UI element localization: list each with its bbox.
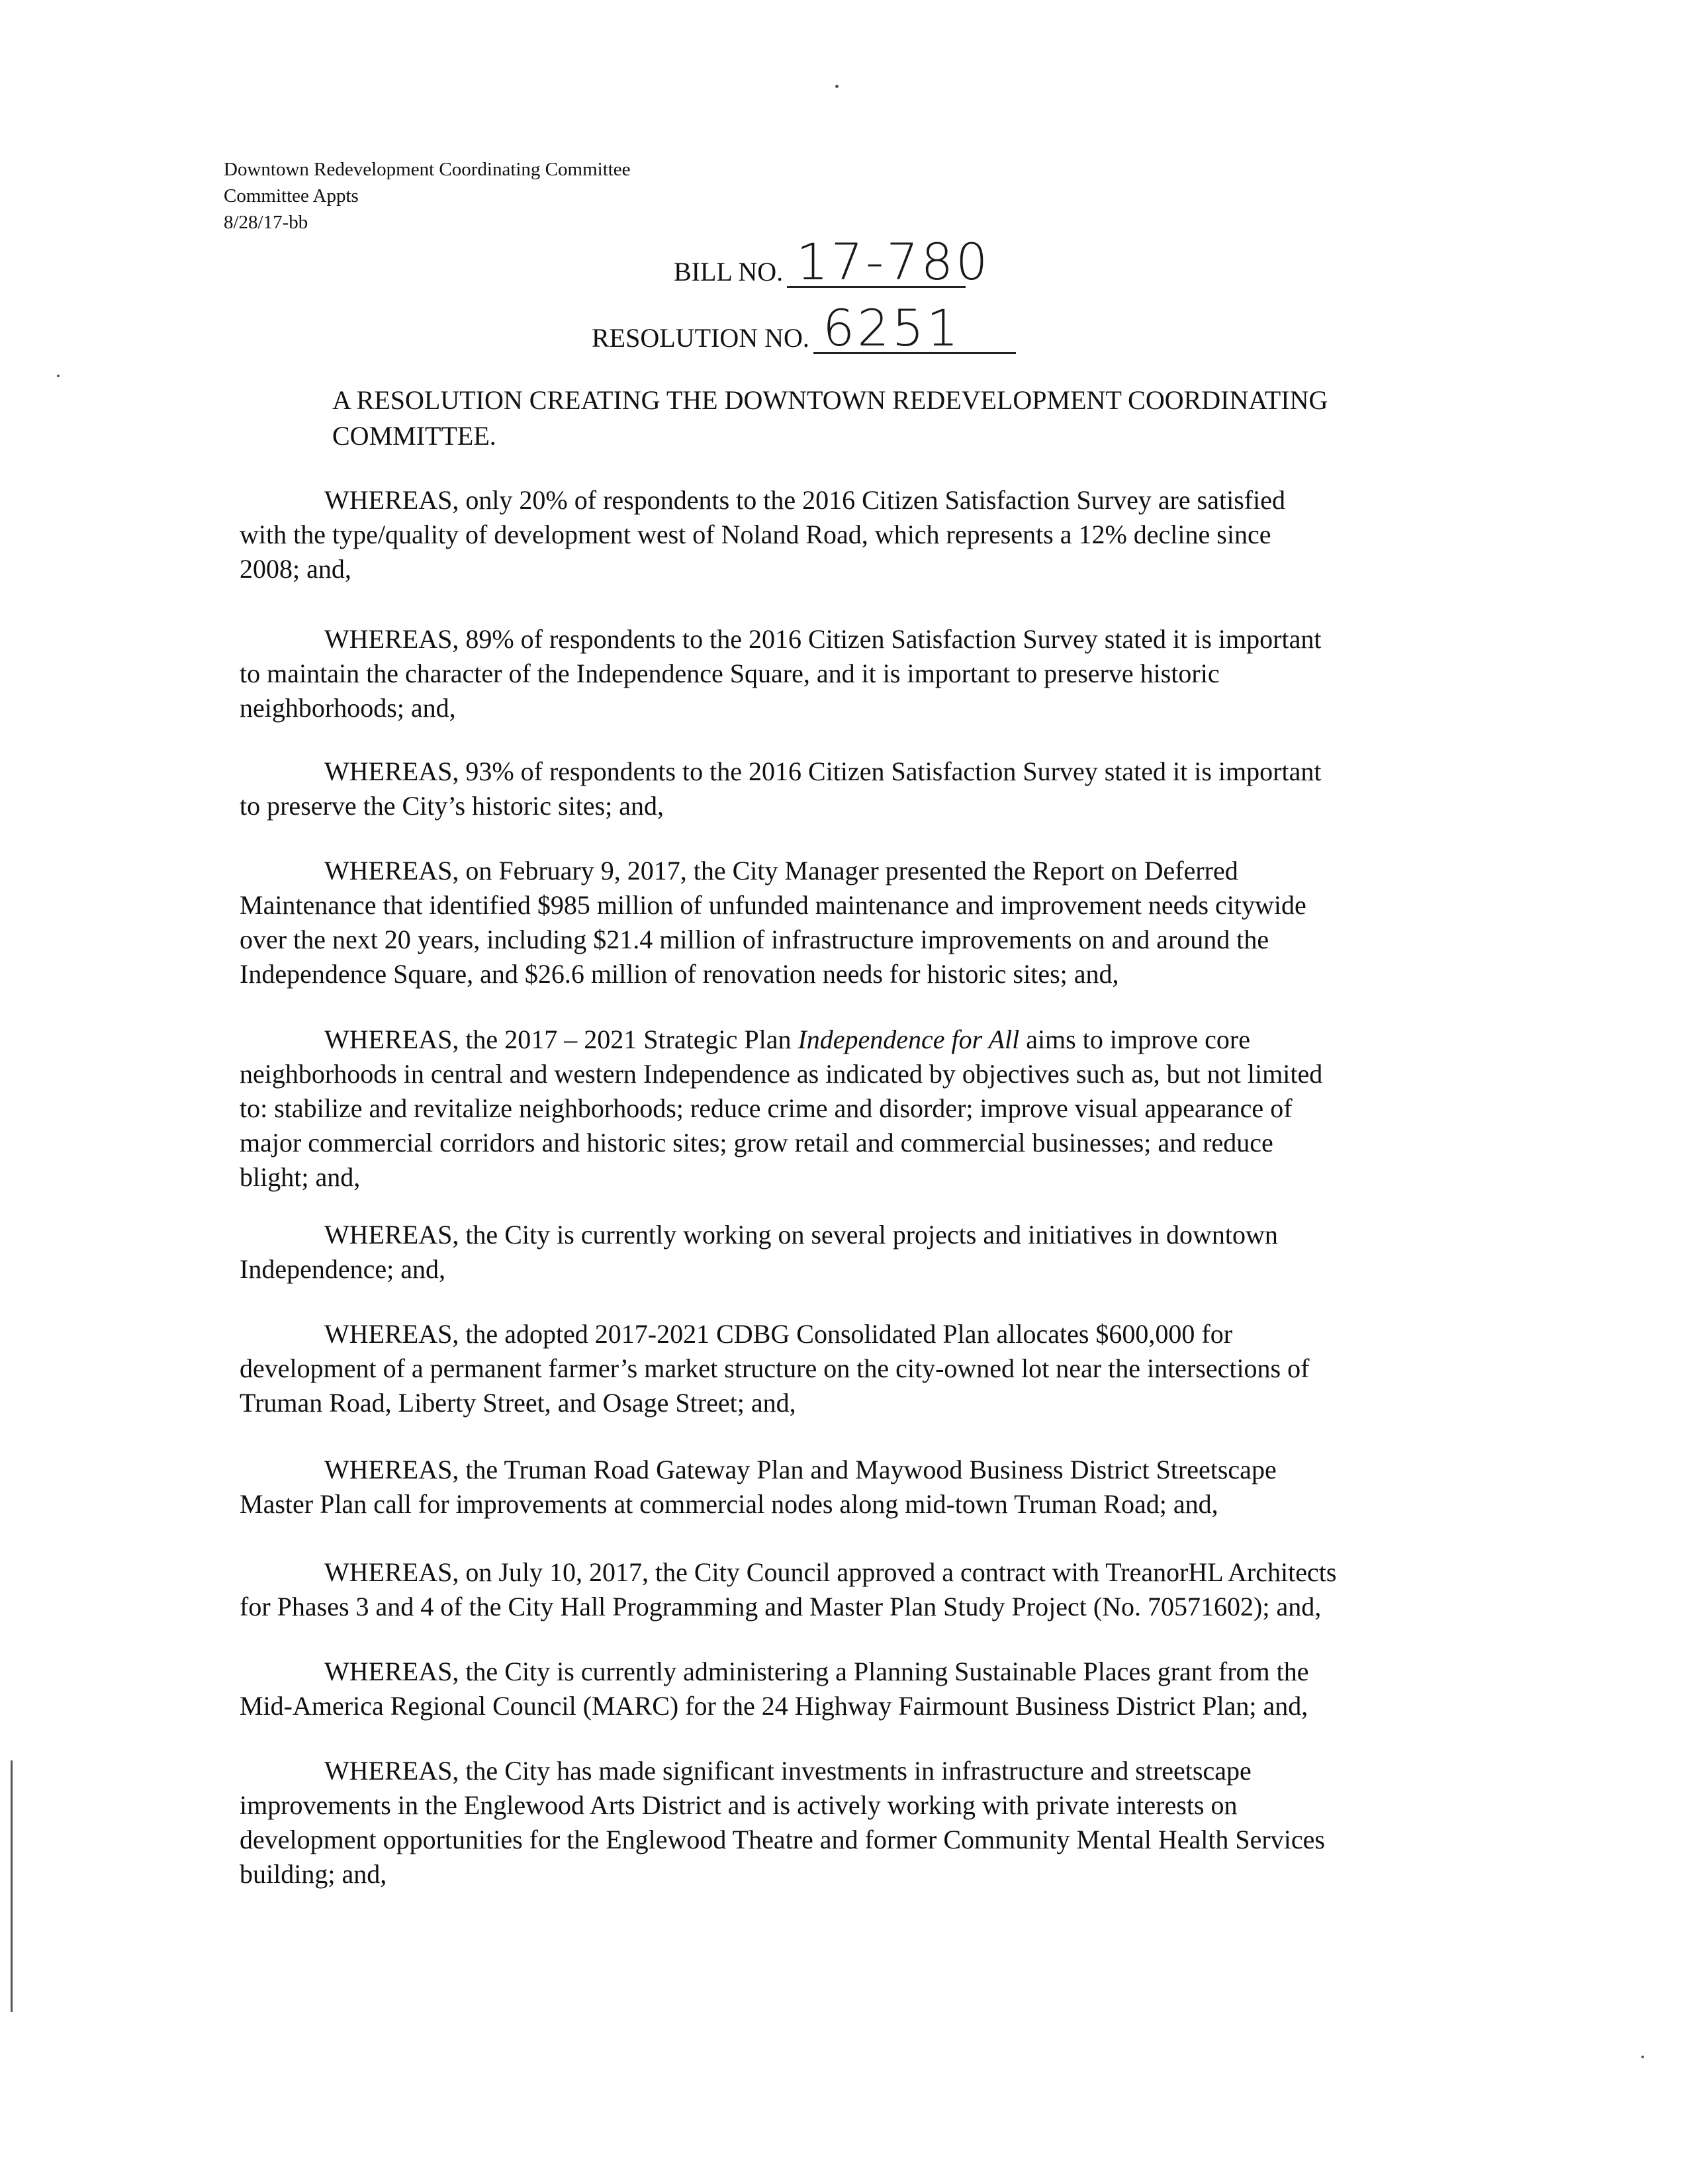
whereas-line: to maintain the character of the Independence Square, and it is important to preserve historic — [240, 659, 1220, 688]
whereas-line: Independence Square, and $26.6 million of renovation needs for historic sites; and, — [240, 959, 1119, 989]
document-header — [224, 156, 631, 236]
whereas-clause — [240, 1453, 1451, 1522]
whereas-line: WHEREAS, the 2017 – 2021 Strategic Plan Independence for All aims to improve core — [324, 1024, 1250, 1054]
whereas-line: WHEREAS, only 20% of respondents to the 2016 Citizen Satisfaction Survey are satisfied — [324, 485, 1285, 515]
whereas-clause — [240, 1655, 1451, 1723]
whereas-line: blight; and, — [240, 1162, 361, 1192]
whereas-clause — [240, 1023, 1451, 1195]
bill-number-line — [674, 232, 991, 291]
subject-line: Committee Appts — [224, 185, 359, 206]
whereas-clause — [240, 1555, 1451, 1624]
title-line-2: COMMITTEE. — [332, 421, 496, 451]
whereas-line: Mid-America Regional Council (MARC) for the 24 Highway Fairmount Business District Plan; and, — [240, 1691, 1308, 1721]
whereas-clause — [240, 854, 1451, 991]
bill-label: BILL NO. — [674, 257, 784, 287]
whereas-line: Truman Road, Liberty Street, and Osage Street; and, — [240, 1388, 796, 1418]
whereas-line: for Phases 3 and 4 of the City Hall Programming and Master Plan Study Project (No. 70571602); and, — [240, 1592, 1322, 1621]
whereas-line: neighborhoods in central and western Independence as indicated by objectives such as, but not limited — [240, 1059, 1323, 1089]
whereas-line: Maintenance that identified $985 million of unfunded maintenance and improvement needs citywide — [240, 890, 1306, 920]
whereas-line: with the type/quality of development west of Noland Road, which represents a 12% decline since — [240, 520, 1271, 549]
whereas-line: to preserve the City’s historic sites; and, — [240, 791, 664, 821]
scan-speck — [1641, 2056, 1644, 2058]
scan-margin-mark — [11, 1760, 13, 2012]
date-initials: 8/28/17-bb — [224, 212, 308, 233]
resolution-number-line — [592, 298, 1016, 357]
whereas-line: WHEREAS, 89% of respondents to the 2016 Citizen Satisfaction Survey stated it is important — [324, 624, 1322, 654]
whereas-line: Master Plan call for improvements at commercial nodes along mid-town Truman Road; and, — [240, 1489, 1218, 1519]
scan-speck — [835, 85, 839, 88]
whereas-line: Independence; and, — [240, 1254, 445, 1284]
title-line-1: A RESOLUTION CREATING THE DOWNTOWN REDEVELOPMENT COORDINATING — [332, 385, 1328, 415]
whereas-clause — [240, 622, 1451, 725]
whereas-line: building; and, — [240, 1859, 387, 1889]
whereas-line: WHEREAS, 93% of respondents to the 2016 Citizen Satisfaction Survey stated it is important — [324, 756, 1322, 786]
whereas-clause — [240, 1317, 1451, 1420]
whereas-clause — [240, 1754, 1451, 1891]
resolution-label: RESOLUTION NO. — [592, 323, 809, 353]
committee-name: Downtown Redevelopment Coordinating Committee — [224, 159, 631, 180]
whereas-clause — [240, 483, 1451, 586]
whereas-line: WHEREAS, on July 10, 2017, the City Council approved a contract with TreanorHL Architects — [324, 1557, 1337, 1587]
whereas-line: development opportunities for the Englewood Theatre and former Community Mental Health Services — [240, 1825, 1325, 1854]
whereas-clause — [240, 754, 1451, 823]
bill-number-handwritten: 17-780 — [796, 232, 991, 291]
whereas-line: 2008; and, — [240, 554, 351, 584]
whereas-line: WHEREAS, the City has made significant investments in infrastructure and streetscape — [324, 1756, 1252, 1786]
whereas-line: over the next 20 years, including $21.4 million of infrastructure improvements on and around the — [240, 925, 1269, 954]
whereas-line: WHEREAS, on February 9, 2017, the City Manager presented the Report on Deferred — [324, 856, 1238, 886]
whereas-line: major commercial corridors and historic sites; grow retail and commercial businesses; and reduce — [240, 1128, 1273, 1158]
resolution-number-field — [813, 298, 1016, 357]
whereas-line: neighborhoods; and, — [240, 693, 456, 723]
whereas-line: WHEREAS, the Truman Road Gateway Plan and Maywood Business District Streetscape — [324, 1455, 1277, 1484]
whereas-line: WHEREAS, the City is currently administering a Planning Sustainable Places grant from the — [324, 1657, 1309, 1686]
resolution-number-handwritten: 6251 — [822, 298, 962, 357]
scan-speck — [57, 375, 60, 377]
whereas-clause — [240, 1218, 1451, 1287]
whereas-line: to: stabilize and revitalize neighborhoods; reduce crime and disorder; improve visual appearance of — [240, 1093, 1293, 1123]
whereas-line: improvements in the Englewood Arts District and is actively working with private interests on — [240, 1790, 1238, 1820]
whereas-line: WHEREAS, the City is currently working on several projects and initiatives in downtown — [324, 1220, 1278, 1250]
whereas-line: development of a permanent farmer’s market structure on the city-owned lot near the intersections of — [240, 1353, 1310, 1383]
resolution-title — [332, 383, 1457, 454]
bill-number-field — [787, 232, 991, 291]
whereas-line: WHEREAS, the adopted 2017-2021 CDBG Consolidated Plan allocates $600,000 for — [324, 1319, 1233, 1349]
